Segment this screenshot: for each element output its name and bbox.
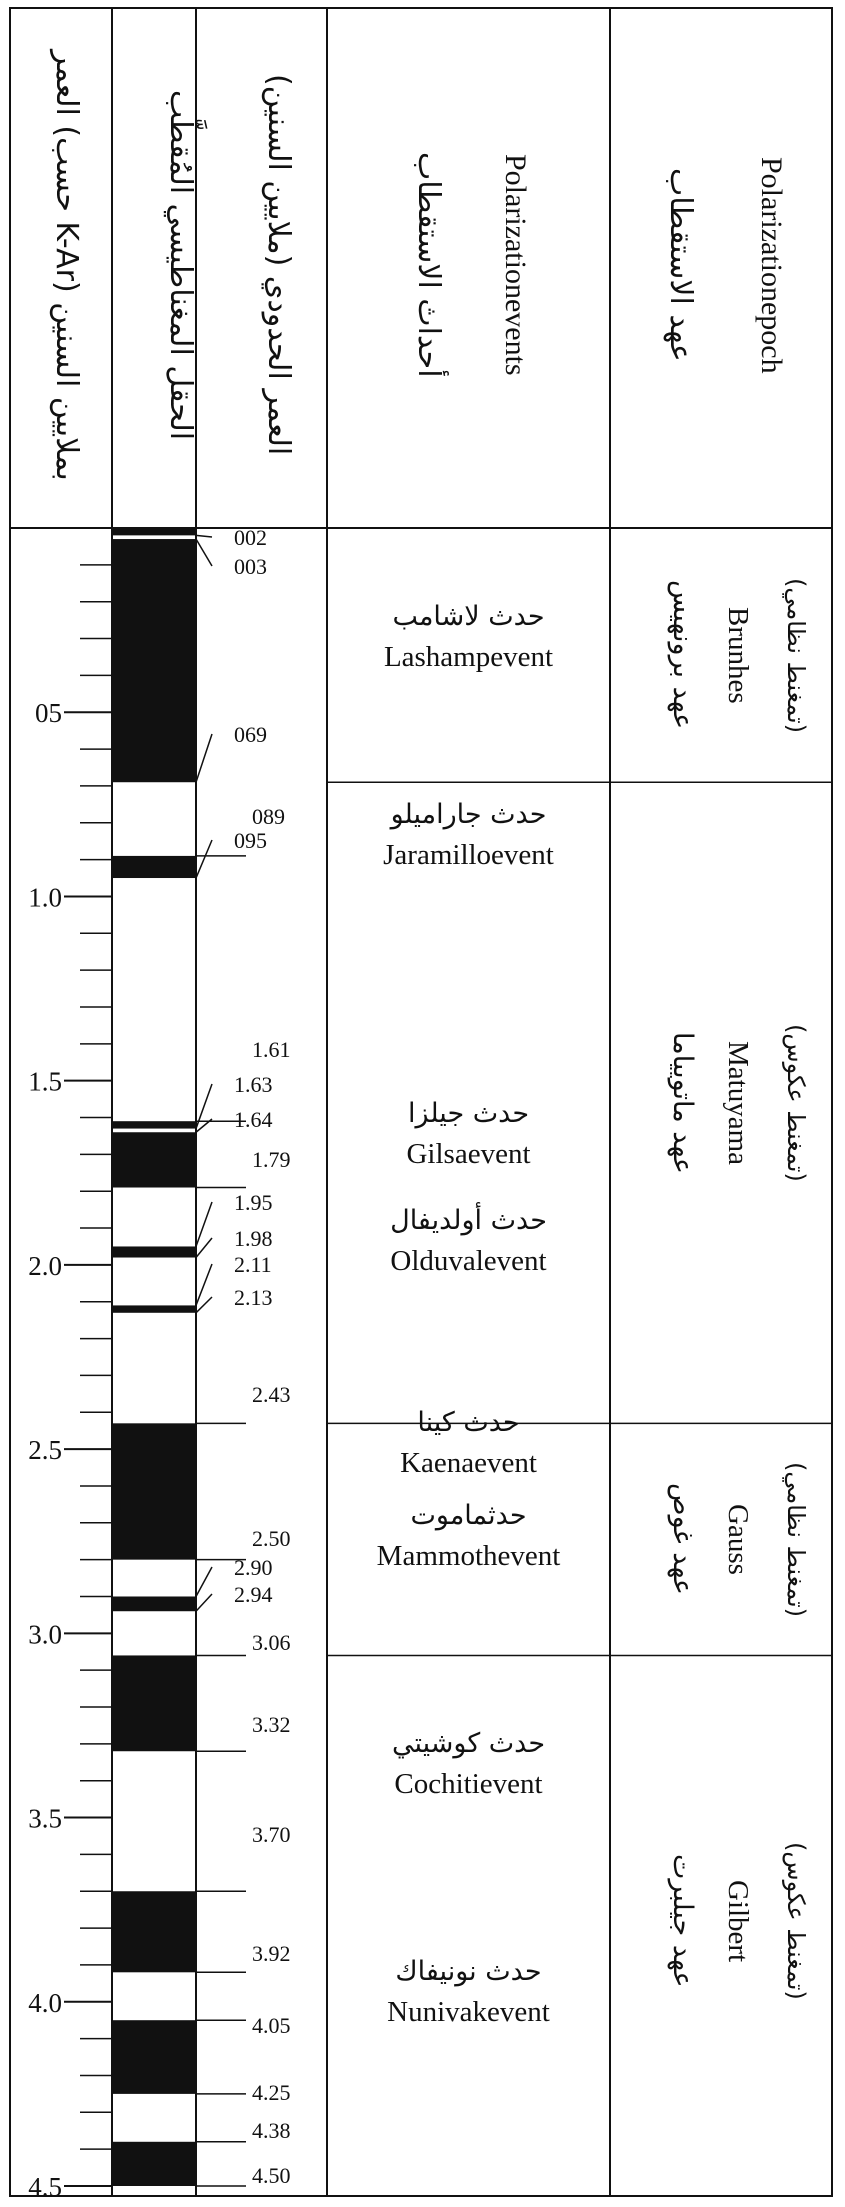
epoch-name-en: Matuyama [722,1040,754,1165]
header-boundary-age: العمر الحدودي (ملايين السنين) [261,74,296,456]
event-name-en: Olduvalevent [390,1244,547,1277]
event-name-en: Kaenaevent [400,1447,537,1480]
normal-polarity-band [112,528,196,535]
boundary-label: 1.79 [252,1147,291,1172]
header-epoch-ar: عهد الاستقطاب [663,168,698,362]
epoch-note: (تمغنط عكوس) [782,1841,810,2000]
boundary-tick [196,1594,212,1611]
boundary-label: 2.94 [234,1582,273,1607]
epoch-name-ar: عهد برونهيس [667,580,698,730]
boundary-label: 3.32 [252,1712,291,1737]
age-axis [28,565,112,2202]
boundary-label: 4.25 [252,2080,291,2105]
age-tick-label: 3.5 [28,1803,62,1834]
normal-polarity-band [112,1423,196,1559]
boundary-label: 1.95 [234,1190,273,1215]
event-name-ar: حدث كينا [417,1407,520,1439]
event-name-ar: حدث نونيفاك [395,1956,542,1988]
age-tick-label: 2.5 [28,1435,62,1466]
age-tick-label: 4.5 [28,2172,62,2202]
epoch-name-en: Gauss [722,1503,754,1575]
boundary-tick [196,539,212,566]
normal-polarity-band [112,2020,196,2094]
normal-polarity-band [112,1121,196,1128]
age-tick-label: 3.0 [28,1619,62,1650]
epoch-note: (تمغنط نظامي) [782,1461,810,1617]
normal-polarity-band [112,1655,196,1751]
boundary-label: 4.05 [252,2013,291,2038]
boundary-label: 2.43 [252,1382,291,1407]
boundary-label: 003 [234,554,267,579]
boundary-label: 1.98 [234,1226,273,1251]
boundary-label: 3.92 [252,1941,291,1966]
epoch-name-ar: عهد جيلبرت [667,1853,698,1988]
boundary-label: 2.50 [252,1526,291,1551]
normal-polarity-band [112,856,196,878]
header-events-ar: أحداث الاستقطاب [411,152,446,378]
boundary-label: 1.64 [234,1107,273,1132]
age-tick-label: 4.0 [28,1987,62,2018]
boundary-label: 069 [234,722,267,747]
header-polarity-field: الحقل المغناطيسي المُقطَّب [163,89,198,441]
event-name-ar: حدث جيلزا [407,1097,530,1129]
event-name-en: Cochitievent [394,1767,543,1800]
normal-polarity-band [112,539,196,782]
event-name-en: Mammothevent [376,1539,561,1572]
boundary-label: 1.61 [252,1037,291,1062]
epoch-name-en: Gilbert [722,1879,754,1962]
boundary-label: 2.11 [234,1252,272,1277]
boundary-tick [196,840,212,878]
boundary-label: 2.13 [234,1285,273,1310]
boundary-label: 3.06 [252,1630,291,1655]
polarity-column [112,528,196,2186]
normal-polarity-band [112,1305,196,1312]
normal-polarity-band [112,1246,196,1257]
boundary-label: 4.38 [252,2118,291,2143]
epoch-name-ar: عهد غوص [667,1483,698,1596]
event-name-ar: حدث كوشيتي [391,1727,546,1759]
normal-polarity-band [112,1596,196,1611]
event-name-en: Jaramilloevent [383,839,554,872]
event-name-ar: حدث جاراميلو [390,799,547,831]
age-tick-label: 05 [35,698,62,729]
event-name-en: Lashampevent [383,640,554,673]
age-tick-label: 2.0 [28,1250,62,1281]
age-tick-label: 1.5 [28,1066,62,1097]
epoch-name-en: Brunhes [722,606,754,704]
boundary-tick [196,734,212,782]
header-age: العمر (حسب K-Ar) بملايين السنين [49,49,84,481]
boundary-label: 3.70 [252,1822,291,1847]
boundary-label: 095 [234,828,267,853]
age-tick-label: 1.0 [28,882,62,913]
event-name-en: Gilsaevent [406,1137,531,1170]
normal-polarity-band [112,1891,196,1972]
epoch-note: (تمغنط عكوس) [782,1023,810,1182]
event-name-en: Nunivakevent [387,1996,550,2029]
boundary-label: 002 [234,525,267,550]
normal-polarity-band [112,2142,196,2186]
boundary-age-column [196,525,291,2188]
boundary-label: 1.63 [234,1072,273,1097]
header-events-en: Polarizationevents [499,154,532,376]
boundary-tick [196,1567,212,1596]
boundary-label: 4.50 [252,2163,291,2188]
boundary-label: 089 [252,804,285,829]
epoch-note: (تمغنط نظامي) [782,577,810,733]
event-name-ar: حدث لاشامب [392,600,545,632]
epoch-name-ar: عهد ماتويياما [667,1031,698,1174]
event-name-ar: حدث أولديفال [390,1204,547,1236]
event-name-ar: حدثماموت [410,1499,527,1531]
normal-polarity-band [112,1132,196,1187]
boundary-label: 2.90 [234,1555,273,1580]
header-epoch-en: Polarizationepoch [755,156,788,374]
boundary-tick [196,535,212,537]
